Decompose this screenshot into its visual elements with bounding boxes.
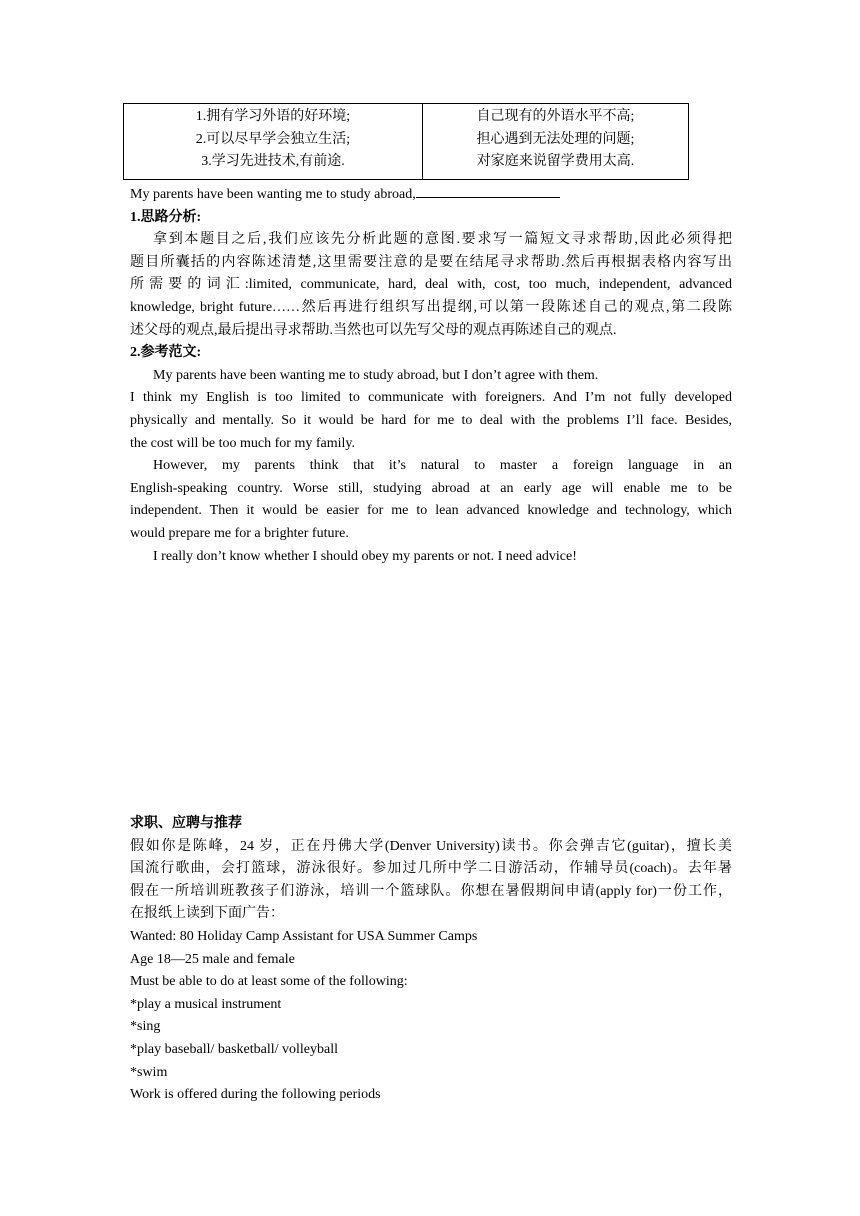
intro-line: 在报纸上读到下面广告： bbox=[130, 906, 284, 922]
answer-blank bbox=[416, 183, 560, 198]
sample-line: I think my English is too limited to communicate with foreigners. And I’m not fully developed bbox=[130, 390, 732, 406]
ad-line: Must be able to do at least some of the following: bbox=[130, 974, 408, 990]
analysis-line: knowledge, bright future……然后再进行组织写出提纲,可以第一段陈述自己的观点,第二段陈 bbox=[130, 299, 732, 315]
essay-section bbox=[130, 183, 732, 568]
analysis-line: 拿到本题目之后,我们应该先分析此题的意图.要求写一篇短文寻求帮助,因此必须得把 bbox=[153, 232, 732, 248]
sample-line: English-speaking country. Worse still, studying abroad at an early age will enable me to be bbox=[130, 480, 732, 496]
sample-heading: 2.参考范文: bbox=[130, 345, 202, 361]
ad-line: Work is offered during the following periods bbox=[130, 1087, 381, 1103]
analysis-heading: 1.思路分析: bbox=[130, 209, 202, 225]
ad-line: *play baseball/ basketball/ volleyball bbox=[130, 1041, 338, 1057]
analysis-line: 所需要的词汇:limited, communicate, hard, deal with, cost, too much, independent, advanced bbox=[130, 277, 732, 293]
advantage-item: 2.可以尽早学会独立生活; bbox=[195, 131, 351, 147]
prompt-text: My parents have been wanting me to study abroad, bbox=[130, 187, 416, 202]
table-row bbox=[124, 104, 689, 180]
intro-line: 假在一所培训班教孩子们游泳，培训一个篮球队。你想在暑假期间申请(apply for)一份工作， bbox=[130, 883, 732, 899]
intro-line: 假如你是陈峰，24 岁，正在丹佛大学(Denver University)读书。你会弹吉它(guitar)，擅长美 bbox=[130, 838, 732, 854]
ad-line: *sing bbox=[130, 1019, 161, 1035]
ad-line: *swim bbox=[130, 1064, 168, 1080]
sample-line: However, my parents think that it’s natural to master a foreign language in an bbox=[153, 458, 732, 474]
disadvantage-item: 对家庭来说留学费用太高. bbox=[476, 154, 635, 169]
sample-line: independent. Then it would be easier for me to lean advanced knowledge and technology, which bbox=[130, 503, 732, 519]
sample-line: physically and mentally. So it would be hard for me to deal with the problems I’ll face. Besides, bbox=[130, 412, 732, 428]
intro-line: 国流行歌曲，会打篮球，游泳很好。参加过几所中学二日游活动，作辅导员(coach)。去年暑 bbox=[130, 861, 732, 877]
prompt-line bbox=[130, 183, 732, 207]
job-section bbox=[130, 813, 732, 1107]
sample-line: My parents have been wanting me to study abroad, but I don’t agree with them. bbox=[153, 367, 599, 383]
ad-line: *play a musical instrument bbox=[130, 996, 282, 1012]
sample-line: the cost will be too much for my family. bbox=[130, 435, 355, 451]
ad-line: Age 18—25 male and female bbox=[130, 951, 295, 967]
sample-line: I really don’t know whether I should obey my parents or not. I need advice! bbox=[153, 548, 577, 564]
comparison-table bbox=[123, 103, 689, 180]
advantages-cell bbox=[124, 104, 423, 180]
disadvantage-item: 担心遇到无法处理的问题; bbox=[476, 131, 635, 147]
section-heading: 求职、应聘与推荐 bbox=[130, 816, 242, 831]
sample-line: would prepare me for a brighter future. bbox=[130, 525, 349, 541]
advantage-item: 1.拥有学习外语的好环境; bbox=[195, 109, 351, 124]
disadvantage-item: 自己现有的外语水平不高; bbox=[476, 109, 635, 124]
ad-line: Wanted: 80 Holiday Camp Assistant for USA Summer Camps bbox=[130, 928, 478, 944]
disadvantages-cell bbox=[423, 104, 689, 180]
advantage-item: 3.学习先进技术,有前途. bbox=[201, 154, 345, 169]
analysis-line: 题目所囊括的内容陈述清楚,这里需要注意的是要在结尾寻求帮助.然后再根据表格内容写出 bbox=[130, 254, 732, 270]
analysis-line: 述父母的观点,最后提出寻求帮助.当然也可以先写父母的观点再陈述自己的观点. bbox=[130, 322, 617, 338]
